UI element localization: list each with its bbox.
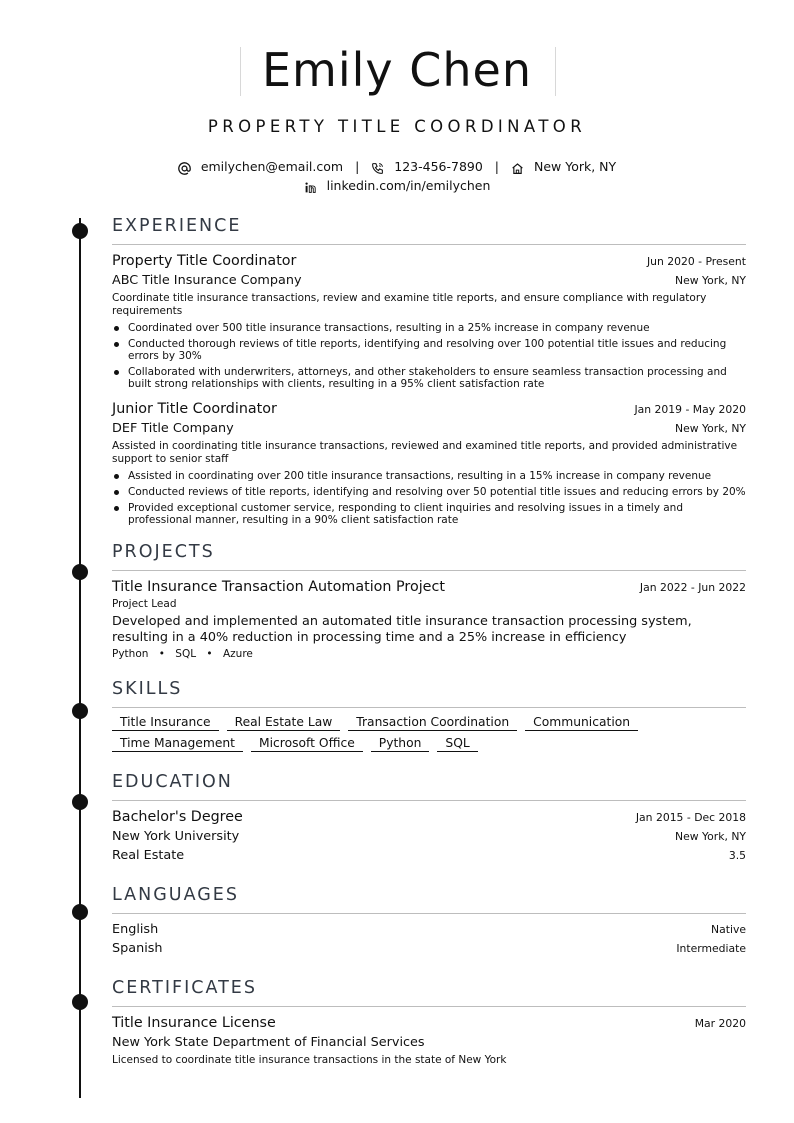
experience-section [112, 214, 746, 526]
timeline-dot-certificates [72, 994, 88, 1010]
section-heading: SKILLS [112, 677, 746, 708]
list-item: Conducted thorough reviews of title reports, identifying and resolving over 100 potential title issues and reducing errors by 30% [128, 338, 746, 362]
language-name: Spanish [112, 941, 163, 956]
section-heading: CERTIFICATES [112, 976, 746, 1007]
certificate-issuer: New York State Department of Financial Services [112, 1035, 425, 1050]
job-title: Property Title Coordinator [112, 253, 297, 269]
job-bullets [112, 322, 746, 390]
resume-body [112, 214, 746, 1067]
list-item: Assisted in coordinating over 200 title insurance transactions, resulting in a 15% increase in company revenue [128, 470, 746, 482]
tech-separator: • [206, 648, 213, 660]
email-icon [178, 159, 191, 177]
project-entry [112, 578, 746, 661]
education-dates: Jan 2015 - Dec 2018 [635, 811, 746, 824]
project-dates: Jan 2022 - Jun 2022 [639, 581, 746, 594]
list-item: Provided exceptional customer service, responding to client inquiries and resolving issues in a timely and professional manner, resulting in a 90% client satisfaction rate [128, 502, 746, 526]
school-name: New York University [112, 829, 240, 844]
job-summary: Coordinate title insurance transactions, review and examine title reports, and ensure compliance with regulatory requirements [112, 292, 707, 317]
job-dates: Jan 2019 - May 2020 [634, 403, 746, 416]
list-item: Collaborated with underwriters, attorneys, and other stakeholders to ensure seamless transaction processing and built strong relationships with clients, resulting in a 95% client satisfaction rate [128, 366, 746, 390]
project-tech-list [112, 648, 746, 661]
gpa-value: 3.5 [728, 849, 746, 862]
field-of-study: Real Estate [112, 848, 185, 863]
tech-item: SQL [175, 648, 197, 660]
section-heading: EXPERIENCE [112, 214, 746, 245]
job-location: New York, NY [675, 422, 746, 435]
certificates-section [112, 976, 746, 1067]
section-heading: PROJECTS [112, 540, 746, 571]
certificate-title: Title Insurance License [112, 1015, 276, 1031]
company-name: DEF Title Company [112, 421, 234, 436]
certificate-description: Licensed to coordinate title insurance transactions in the state of New York [112, 1054, 507, 1066]
skill-tag: Title Insurance [112, 714, 219, 731]
languages-list [112, 920, 746, 958]
tech-item: Azure [222, 648, 253, 660]
home-icon [511, 159, 524, 177]
section-heading: LANGUAGES [112, 883, 746, 914]
company-name: ABC Title Insurance Company [112, 273, 302, 288]
degree-name: Bachelor's Degree [112, 809, 243, 825]
skill-tag: Microsoft Office [251, 735, 363, 752]
candidate-name: Emily Chen [261, 43, 532, 97]
timeline-dot-experience [72, 223, 88, 239]
location-text: New York, NY [533, 159, 617, 174]
section-heading: EDUCATION [112, 770, 746, 801]
skill-tag: Transaction Coordination [348, 714, 517, 731]
project-role: Project Lead [112, 598, 177, 610]
linkedin-link[interactable]: linkedin.com/in/emilychen [326, 178, 491, 193]
languages-section [112, 883, 746, 958]
phone-number[interactable]: 123-456-7890 [394, 159, 483, 174]
job-location: New York, NY [675, 274, 746, 287]
linkedin-icon [304, 178, 317, 196]
job-summary: Assisted in coordinating title insurance transactions, reviewed and examined title reports, and provided administrative support to senior staff [112, 440, 738, 465]
contact-separator: | [355, 159, 360, 174]
tech-item: Python [112, 648, 149, 660]
language-level: Native [711, 923, 746, 936]
language-name: English [112, 922, 159, 937]
email-link[interactable]: emilychen@email.com [200, 159, 344, 174]
job-entry [112, 400, 746, 526]
skill-tag: Communication [525, 714, 638, 731]
projects-section [112, 540, 746, 661]
contact-line-2 [0, 177, 794, 196]
skill-tag: Python [371, 735, 430, 752]
education-entry [112, 808, 746, 865]
list-item: Conducted reviews of title reports, identifying and resolving over 50 potential title issues and reducing errors by 20% [128, 486, 746, 498]
contact-line [0, 158, 794, 177]
education-section [112, 770, 746, 865]
skills-section [112, 677, 746, 752]
timeline-dot-education [72, 794, 88, 810]
job-bullets [112, 470, 746, 526]
skills-list [112, 714, 746, 752]
skill-tag: Real Estate Law [227, 714, 341, 731]
project-description: Developed and implemented an automated title insurance transaction processing system, resulting in a 40% reduction in processing time and a 25% increase in efficiency [112, 614, 692, 645]
timeline-dot-languages [72, 904, 88, 920]
certificate-date: Mar 2020 [694, 1017, 746, 1030]
timeline-line [79, 218, 81, 1098]
timeline-dot-skills [72, 703, 88, 719]
job-title: Junior Title Coordinator [112, 401, 277, 417]
certificate-entry [112, 1014, 746, 1067]
timeline-dot-projects [72, 564, 88, 580]
phone-icon [371, 159, 384, 177]
job-title: PROPERTY TITLE COORDINATOR [207, 117, 587, 136]
tech-separator: • [158, 648, 165, 660]
list-item: Coordinated over 500 title insurance transactions, resulting in a 25% increase in company revenue [128, 322, 746, 334]
contact-separator: | [494, 159, 500, 174]
skill-tag: Time Management [112, 735, 243, 752]
job-entry [112, 252, 746, 390]
job-dates: Jun 2020 - Present [646, 255, 746, 268]
school-location: New York, NY [675, 830, 746, 843]
language-level: Intermediate [676, 942, 746, 955]
project-title: Title Insurance Transaction Automation Project [112, 579, 445, 595]
skill-tag: SQL [437, 735, 477, 752]
